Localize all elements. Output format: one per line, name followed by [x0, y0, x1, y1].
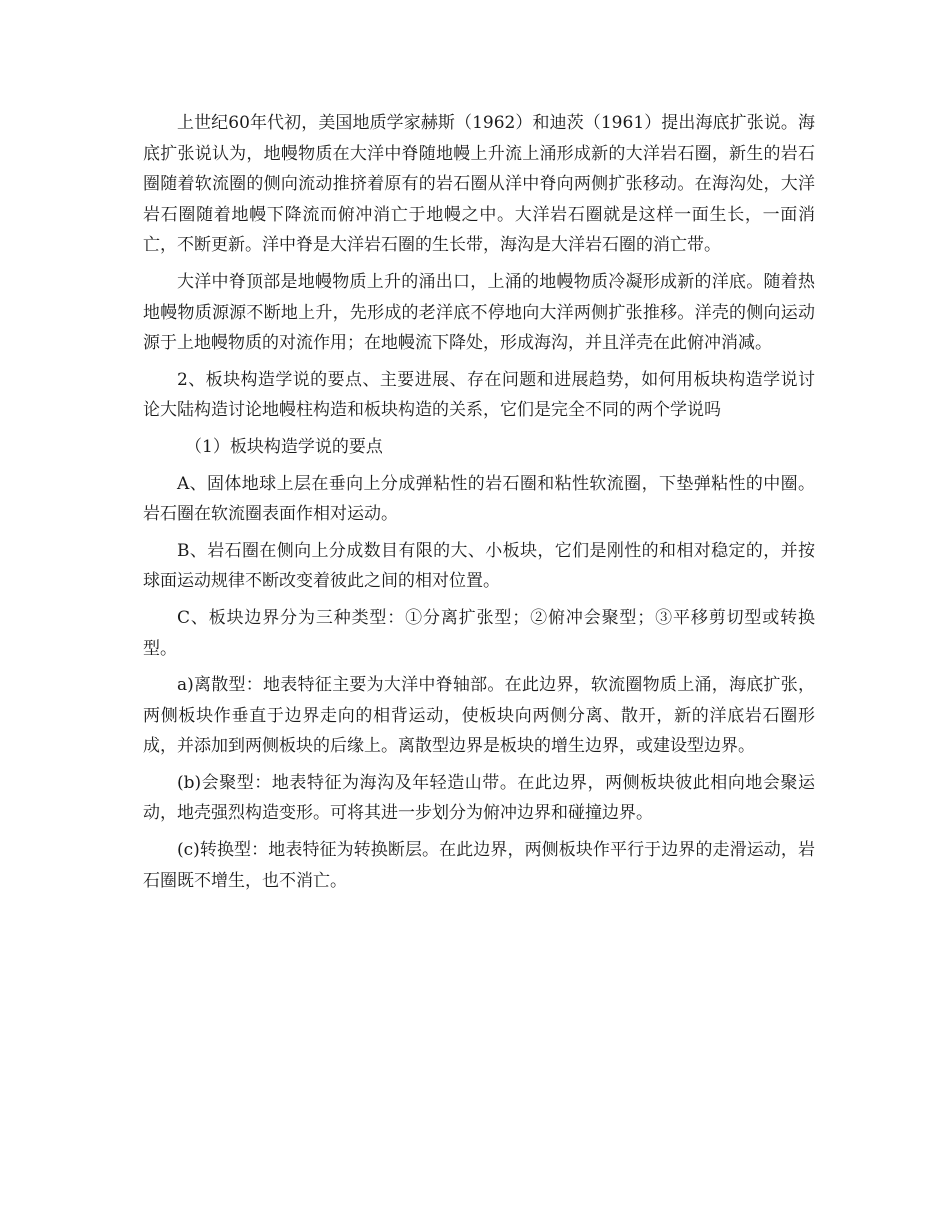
paragraph-point-c: C、板块边界分为三种类型：①分离扩张型；②俯冲会聚型；③平移剪切型或转换型。 [143, 607, 815, 659]
paragraph-mid-ocean-ridge: 大洋中脊顶部是地幔物质上升的涌出口，上涌的地幔物质冷凝形成新的洋底。随着热地幔物质源源不断地上升，先形成的老洋底不停地向大洋两侧扩张推移。洋壳的侧向运动源于上地幔物质的对流作用；在地幔流下降处，形成海沟，并且洋壳在此俯冲消减。 [143, 271, 815, 354]
paragraph-convergent-boundary: (b)会聚型：地表特征为海沟及年轻造山带。在此边界，两侧板块彼此相向地会聚运动，地壳强烈构造变形。可将其进一步划分为俯冲边界和碰撞边界。 [143, 772, 815, 824]
paragraph-point-b: B、岩石圈在侧向上分成数目有限的大、小板块，它们是刚性的和相对稳定的，并按球面运动规律不断改变着彼此之间的相对位置。 [143, 540, 815, 592]
paragraph-question-2: 2、板块构造学说的要点、主要进展、存在问题和进展趋势，如何用板块构造学说讨论大陆构造讨论地幔柱构造和板块构造的关系，它们是完全不同的两个学说吗 [143, 369, 815, 421]
paragraph-point-a: A、固体地球上层在垂向上分成弹粘性的岩石圈和粘性软流圈，下垫弹粘性的中圈。岩石圈在软流圈表面作相对运动。 [143, 473, 815, 525]
document-page [143, 108, 815, 902]
paragraph-seafloor-spreading-intro: 上世纪60年代初，美国地质学家赫斯（1962）和迪茨（1961）提出海底扩张说。海底扩张说认为，地幔物质在大洋中脊随地幔上升流上涌形成新的大洋岩石圈，新生的岩石圈随着软流圈的侧向流动推挤着原有的岩石圈从洋中脊向两侧扩张移动。在海沟处，大洋岩石圈随着地幔下降流而俯冲消亡于地幔之中。大洋岩石圈就是这样一面生长，一面消亡，不断更新。洋中脊是大洋岩石圈的生长带，海沟是大洋岩石圈的消亡带。 [143, 113, 815, 256]
section-heading-key-points: （1）板块构造学说的要点 [185, 436, 383, 457]
paragraph-divergent-boundary: a)离散型：地表特征主要为大洋中脊轴部。在此边界，软流圈物质上涌，海底扩张，两侧板块作垂直于边界走向的相背运动，使板块向两侧分离、散开，新的洋底岩石圈形成，并添加到两侧板块的后缘上。离散型边界是板块的增生边界，或建设型边界。 [143, 675, 815, 757]
paragraph-transform-boundary: (c)转换型：地表特征为转换断层。在此边界，两侧板块作平行于边界的走滑运动，岩石圈既不增生，也不消亡。 [143, 840, 815, 891]
